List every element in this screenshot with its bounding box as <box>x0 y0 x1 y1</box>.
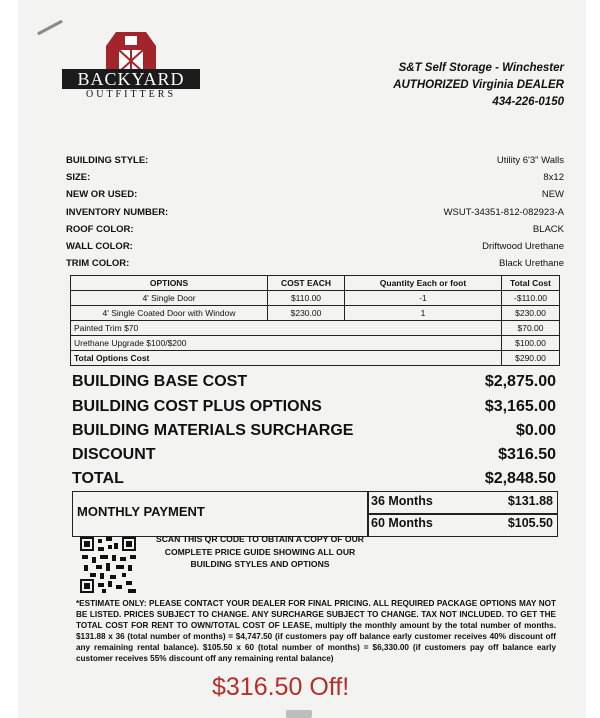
option-total: $70.00 <box>502 321 560 336</box>
dealer-info <box>393 60 564 111</box>
spec-value: NEW <box>541 189 564 200</box>
logo-brand: BACKYARD <box>62 69 200 89</box>
spec-value: WSUT-34351-812-082923-A <box>443 207 564 218</box>
options-table <box>70 275 560 366</box>
spec-label: ROOF COLOR: <box>66 224 134 235</box>
spec-label: WALL COLOR: <box>66 241 133 252</box>
summary-value: $316.50 <box>498 446 556 463</box>
spec-size <box>66 172 564 184</box>
plan-amount: $105.50 <box>507 516 553 530</box>
total-options-value: $290.00 <box>502 351 560 366</box>
summary-base-cost <box>72 373 556 395</box>
header-cost-each: COST EACH <box>268 276 345 291</box>
option-qty: 1 <box>345 306 502 321</box>
plan-term: 60 Months <box>371 516 433 530</box>
total-options-label: Total Options Cost <box>71 351 502 366</box>
barn-icon <box>100 28 162 72</box>
spec-inventory-number <box>66 207 564 219</box>
summary-value: $0.00 <box>515 422 556 439</box>
summary-label: BUILDING COST PLUS OPTIONS <box>72 398 322 415</box>
plan-60-months <box>369 514 557 535</box>
qr-code-icon <box>80 537 136 593</box>
options-header-row <box>71 276 560 291</box>
summary-label: BUILDING MATERIALS SURCHARGE <box>72 422 354 439</box>
option-qty: -1 <box>345 291 502 306</box>
header-total-cost: Total Cost <box>502 276 560 291</box>
spec-value: Black Urethane <box>499 258 564 269</box>
option-total: $230.00 <box>502 306 560 321</box>
spec-building-style <box>66 155 564 167</box>
spec-label: SIZE: <box>66 172 91 183</box>
fine-print: *ESTIMATE ONLY: PLEASE CONTACT YOUR DEALER FOR FINAL PRICING. ALL REQUIRED PACKAGE OPTIONS MAY NOT BE LISTED. PRICES SUBJECT TO CHANGE. ANY SURCHARGE SUBJECT TO CHANGE. TAX NOT INCLUDED. TO GET THE TOTAL COST FOR RENT TO OWN/TOTAL COST OF LEASE, multiply the monthly amount by the total number of months. $131.88 x 36 (total number of months) = $4,747.50 (if customers pay off balance early customer receives 40% discount off any remaining rental balance). $105.50 x 60 (total number of months) = $6,330.00 (if customers pay off balance early customer receives 55% discount off any remaining rental balance) <box>76 599 556 663</box>
spec-new-or-used <box>66 189 564 201</box>
table-row <box>71 291 560 306</box>
summary-label: BUILDING BASE COST <box>72 373 248 390</box>
handwritten-discount-note: $316.50 Off! <box>212 673 350 701</box>
spec-trim-color <box>66 258 564 270</box>
summary-surcharge <box>72 422 556 444</box>
spec-value: BLACK <box>532 224 564 235</box>
summary-value: $3,165.00 <box>484 398 556 415</box>
option-total: -$110.00 <box>502 291 560 306</box>
table-row <box>71 306 560 321</box>
summary-total <box>72 470 556 492</box>
backyard-outfitters-logo <box>60 28 202 102</box>
option-name: Painted Trim $70 <box>71 321 502 336</box>
dealer-phone: 434-226-0150 <box>492 96 564 108</box>
summary-cost-plus-options <box>72 398 556 420</box>
monthly-payment-label: MONTHLY PAYMENT <box>77 504 205 519</box>
dealer-name: S&T Self Storage - Winchester <box>398 62 564 74</box>
option-name: Urethane Upgrade $100/$200 <box>71 336 502 351</box>
plan-36-months <box>369 492 557 513</box>
qr-instructions: SCAN THIS QR CODE TO OBTAIN A COPY OF OUR COMPLETE PRICE GUIDE SHOWING ALL OUR BUILDING STYLES AND OPTIONS <box>155 534 364 569</box>
monthly-payment-box <box>72 491 558 537</box>
option-cost: $110.00 <box>268 291 345 306</box>
header-quantity: Quantity Each or foot <box>345 276 502 291</box>
summary-value: $2,875.00 <box>484 373 556 390</box>
option-name: 4' Single Coated Door with Window <box>71 306 268 321</box>
table-row <box>71 336 560 351</box>
logo-subbrand: OUTFITTERS <box>86 89 176 100</box>
spec-wall-color <box>66 241 564 253</box>
summary-discount <box>72 446 556 468</box>
header-options: OPTIONS <box>71 276 268 291</box>
dealer-authorized: AUTHORIZED Virginia DEALER <box>393 79 564 91</box>
spec-value: Utility 6'3" Walls <box>496 155 564 166</box>
spec-label: TRIM COLOR: <box>66 258 130 269</box>
summary-label: DISCOUNT <box>72 446 156 463</box>
table-row <box>71 321 560 336</box>
option-cost: $230.00 <box>268 306 345 321</box>
option-total: $100.00 <box>502 336 560 351</box>
spec-value: Driftwood Urethane <box>482 241 564 252</box>
spec-label: BUILDING STYLE: <box>66 155 149 166</box>
summary-label: TOTAL <box>72 470 124 487</box>
spec-label: NEW OR USED: <box>66 189 138 200</box>
spec-value: 8x12 <box>543 172 564 183</box>
spec-roof-color <box>66 224 564 236</box>
spec-label: INVENTORY NUMBER: <box>66 207 169 218</box>
total-options-row <box>71 351 560 366</box>
plan-amount: $131.88 <box>507 494 553 508</box>
plan-term: 36 Months <box>371 494 433 508</box>
summary-value: $2,848.50 <box>484 470 556 487</box>
option-name: 4' Single Door <box>71 291 268 306</box>
paper-clip <box>286 710 312 718</box>
